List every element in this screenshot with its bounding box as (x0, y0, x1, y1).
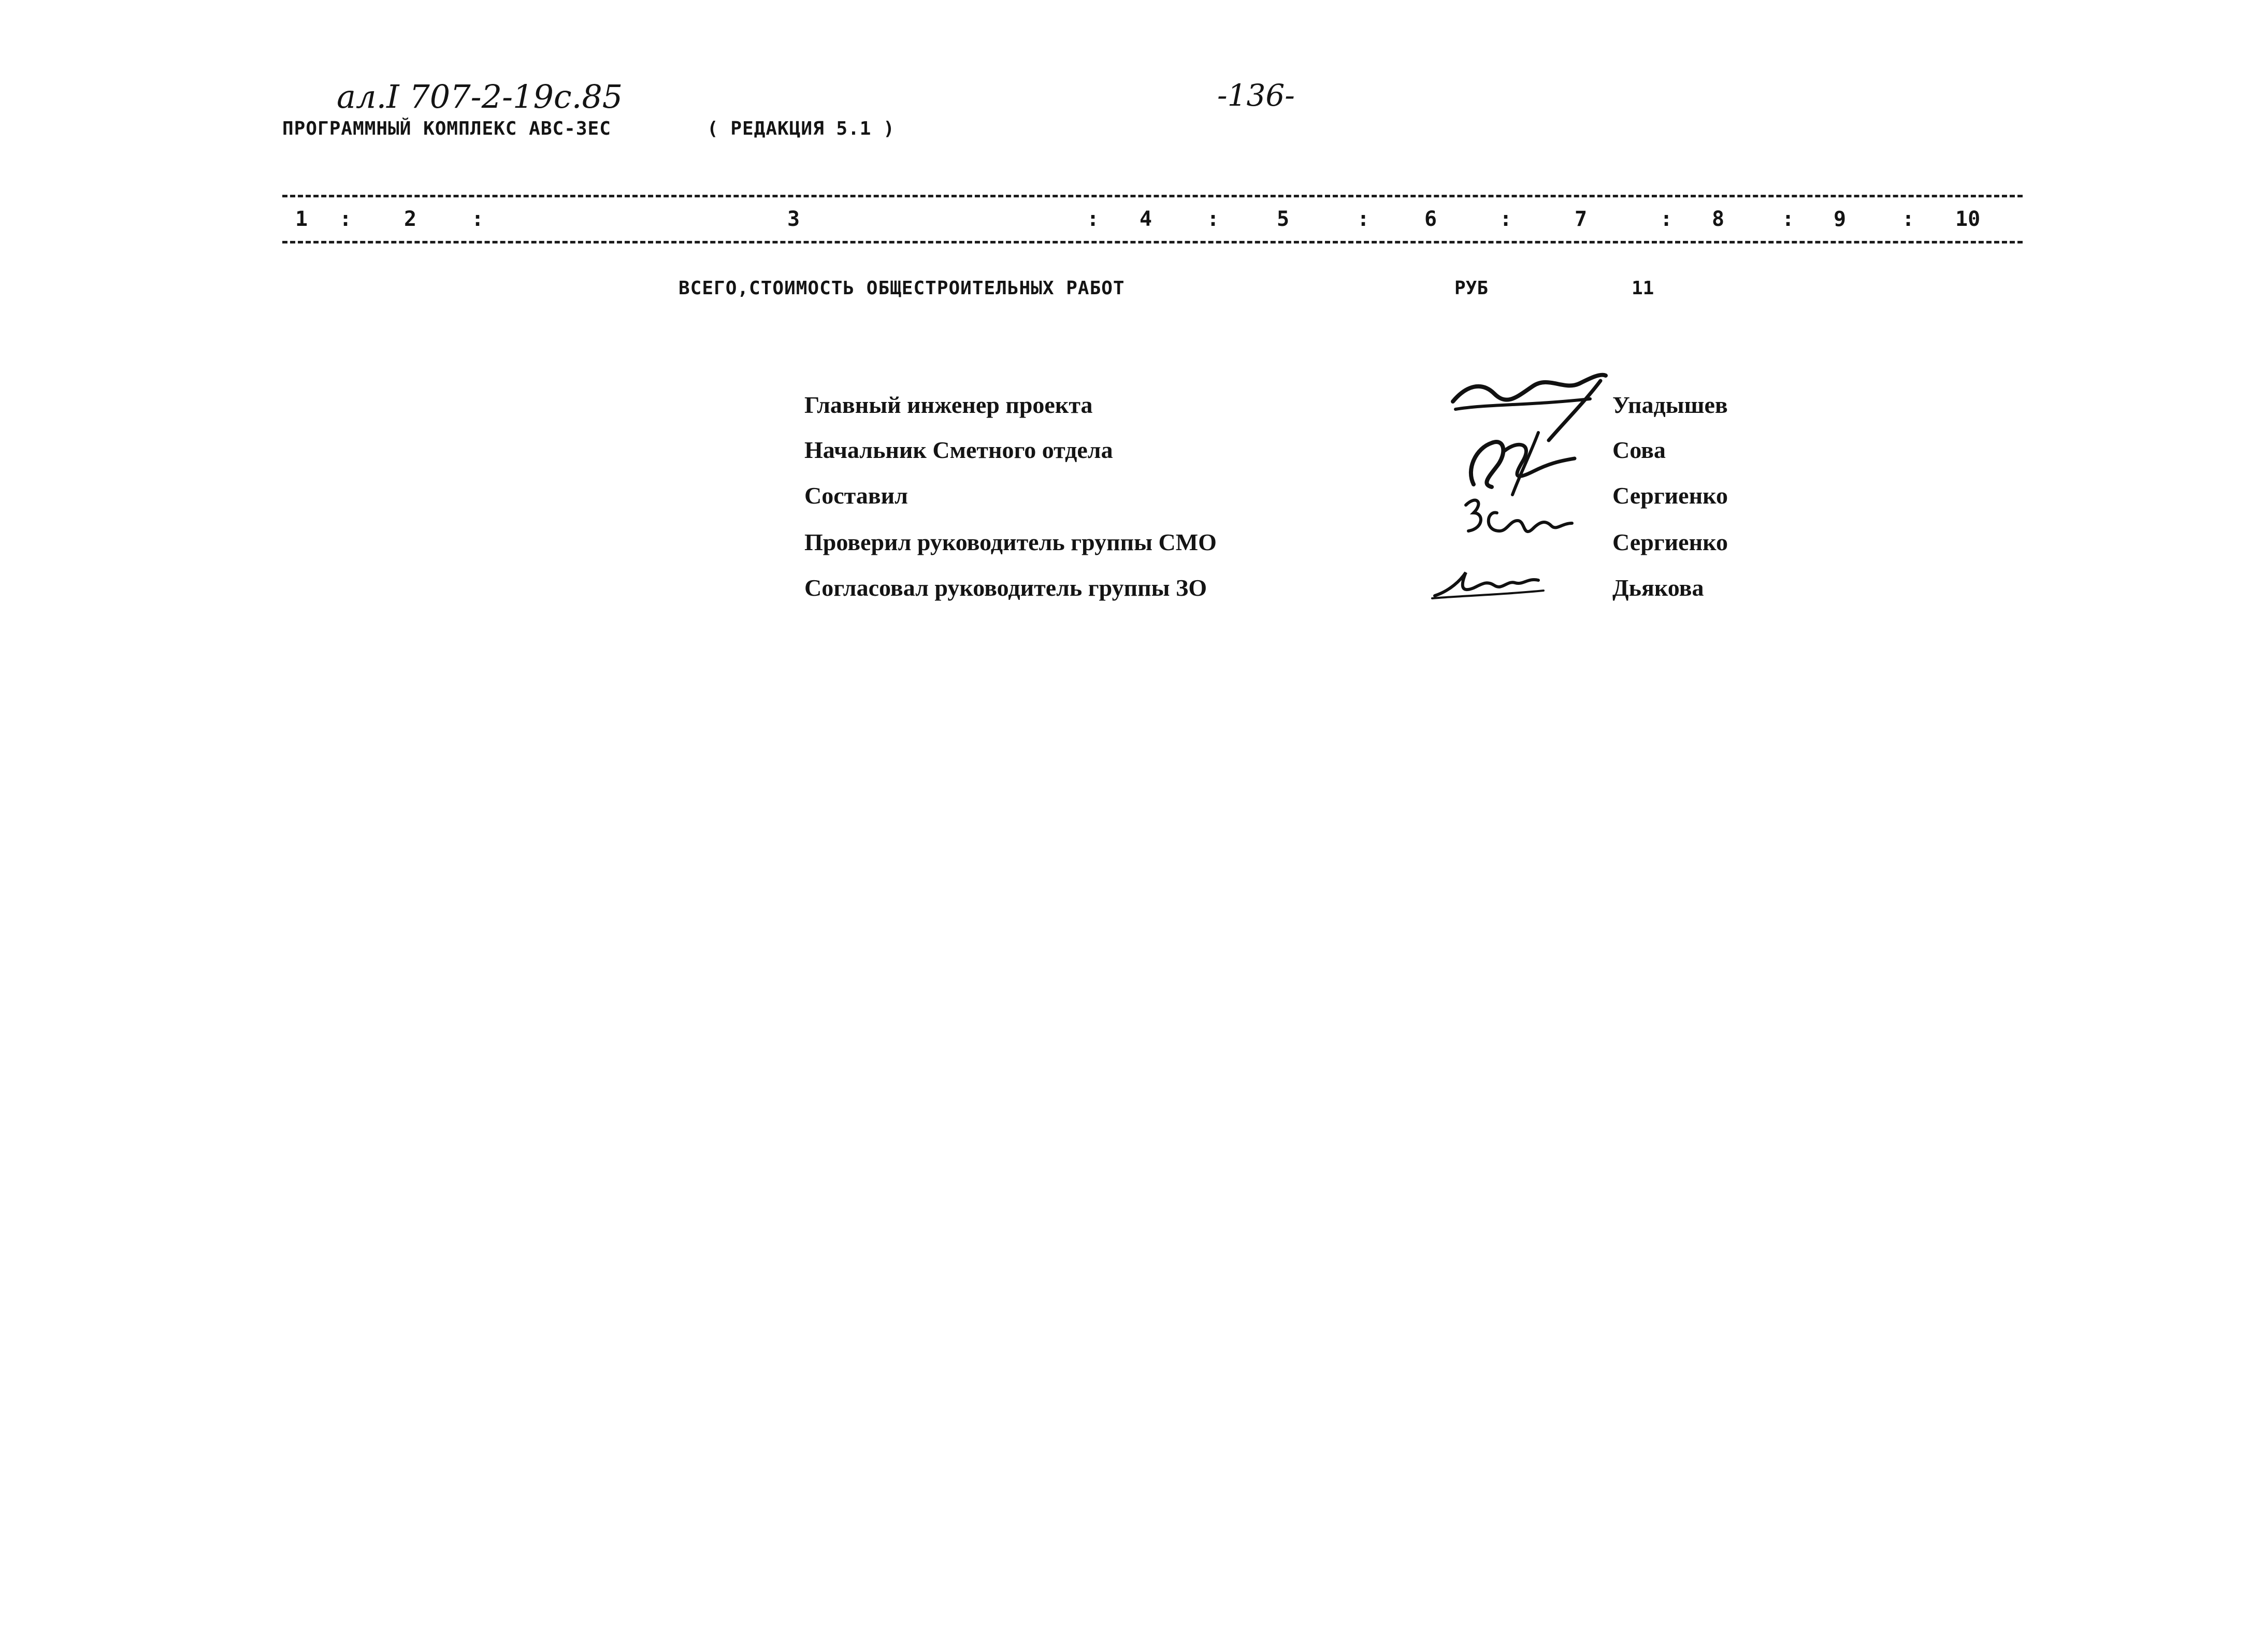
column-number: 1 (295, 207, 308, 231)
column-number: 8 (1712, 207, 1725, 231)
signer-name: Дьякова (1612, 574, 1704, 601)
program-name: ПРОГРАММНЫЙ КОМПЛЕКС АВС-3ЕС (282, 118, 611, 139)
column-separator: : (1087, 207, 1100, 231)
signature-role: Проверил руководитель группы СМО (804, 529, 1217, 555)
column-separator: : (1499, 207, 1512, 231)
table-top-rule (282, 195, 2023, 197)
table-bottom-rule (282, 241, 2023, 243)
column-number: 6 (1424, 207, 1437, 231)
signer-name: Сергиенко (1612, 482, 1728, 509)
signature-role: Начальник Сметного отдела (804, 437, 1113, 463)
column-separator: : (471, 207, 484, 231)
signer-name: Упадышев (1612, 392, 1728, 418)
total-label: ВСЕГО,СТОИМОСТЬ ОБЩЕСТРОИТЕЛЬНЫХ РАБОТ (679, 278, 1125, 299)
column-separator: : (1902, 207, 1915, 231)
column-number: 4 (1140, 207, 1152, 231)
column-separator: : (1782, 207, 1795, 231)
total-unit: РУБ (1454, 278, 1489, 299)
column-number: 7 (1575, 207, 1588, 231)
edition-label: ( РЕДАКЦИЯ 5.1 ) (707, 118, 895, 139)
column-separator: : (1660, 207, 1673, 231)
page-number: -136- (1217, 78, 1295, 113)
total-value: 11 (1632, 278, 1654, 299)
signer-name: Сергиенко (1612, 529, 1728, 555)
column-number: 5 (1277, 207, 1290, 231)
column-separator: : (1357, 207, 1370, 231)
column-number: 3 (787, 207, 800, 231)
column-number: 9 (1834, 207, 1847, 231)
signer-name: Сова (1612, 437, 1666, 463)
album-code: ал.I 707-2-19с.85 (337, 78, 623, 116)
handwritten-signature-2-icon (1461, 422, 1580, 500)
column-separator: : (1207, 207, 1220, 231)
signature-role: Согласовал руководитель группы ЗО (804, 574, 1207, 601)
signature-role: Составил (804, 482, 908, 509)
handwritten-signature-3-icon (1455, 490, 1585, 547)
signature-role: Главный инженер проекта (804, 392, 1093, 418)
column-separator: : (339, 207, 352, 231)
handwritten-signature-4-icon (1430, 565, 1549, 606)
column-number: 10 (1955, 207, 1981, 231)
column-number: 2 (404, 207, 417, 231)
